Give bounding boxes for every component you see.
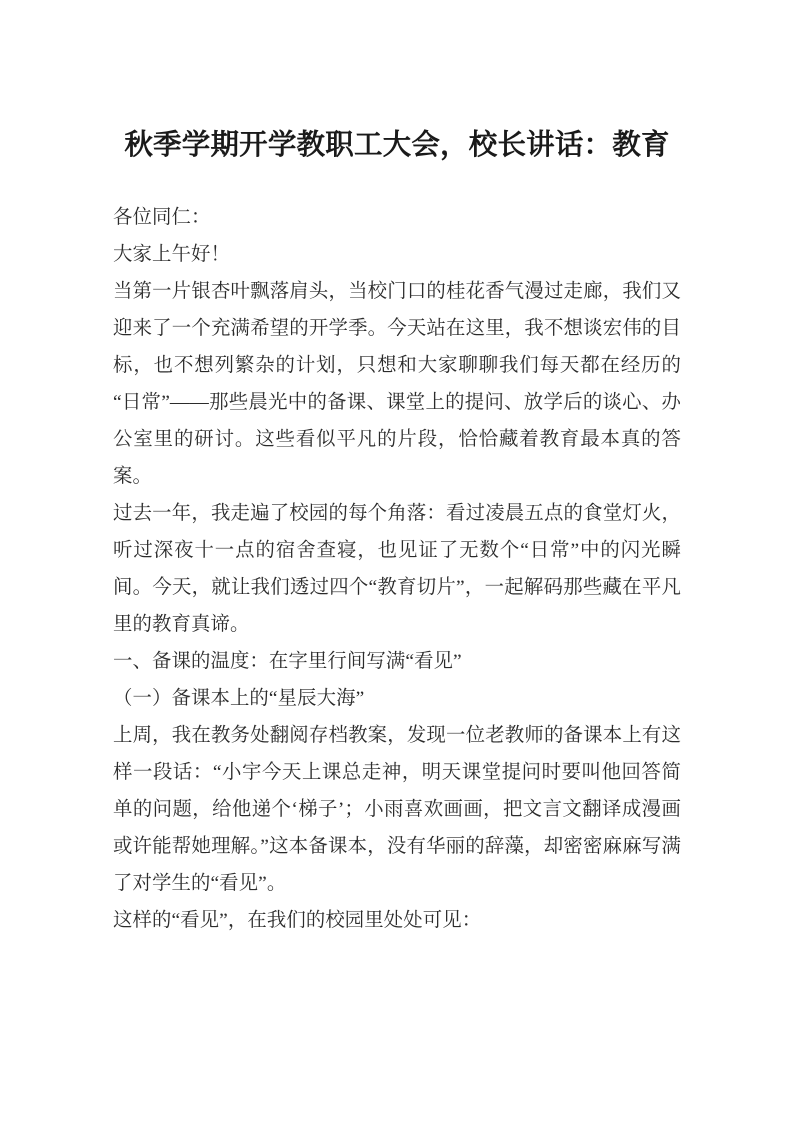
salutation-line: 各位同仁：: [113, 207, 211, 228]
paragraph-past-year: 过去一年，我走遍了校园的每个角落：看过凌晨五点的食堂灯火，听过深夜十一点的宿舍查寝，也见证了无数个“日常”中的闪光瞬间。今天，就让我们透过四个“教育切片”，一起解码那些藏在平凡里的教育真谛。: [113, 503, 681, 635]
document-body: [113, 166, 681, 939]
greeting-line: 大家上午好！: [113, 244, 230, 265]
paragraph-opening: 当第一片银杏叶飘落肩头，当校门口的桂花香气漫过走廊，我们又迎来了一个充满希望的开学季。今天站在这里，我不想谈宏伟的目标，也不想列繁杂的计划，只想和大家聊聊我们每天都在经历的“日常”——那些晨光中的备课、课堂上的提问、放学后的谈心、办公室里的研讨。这些看似平凡的片段，恰恰藏着教育最本真的答案。: [113, 281, 681, 487]
page-title: [113, 0, 681, 166]
page-title-line-1: 秋季学期开学教职工大会，校长讲话：教育: [124, 128, 670, 161]
paragraph-closing-line: 这样的“看见”，在我们的校园里处处可见：: [113, 910, 482, 931]
paragraph-lesson-plan: 上周，我在教务处翻阅存档教案，发现一位老教师的备课本上有这样一段话：“小宇今天上课总走神，明天课堂提问时要叫他回答简单的问题，给他递个‘梯子’；小雨喜欢画画，把文言文翻译成漫画或许能帮她理解。”这本备课本，没有华丽的辞藻，却密密麻麻写满了对学生的“看见”。: [113, 725, 681, 894]
document-content: [113, 0, 681, 939]
section-heading-one: 一、备课的温度：在字里行间写满“看见”: [113, 651, 462, 672]
sub-heading-one-a: （一）备课本上的“星辰大海”: [113, 688, 365, 709]
